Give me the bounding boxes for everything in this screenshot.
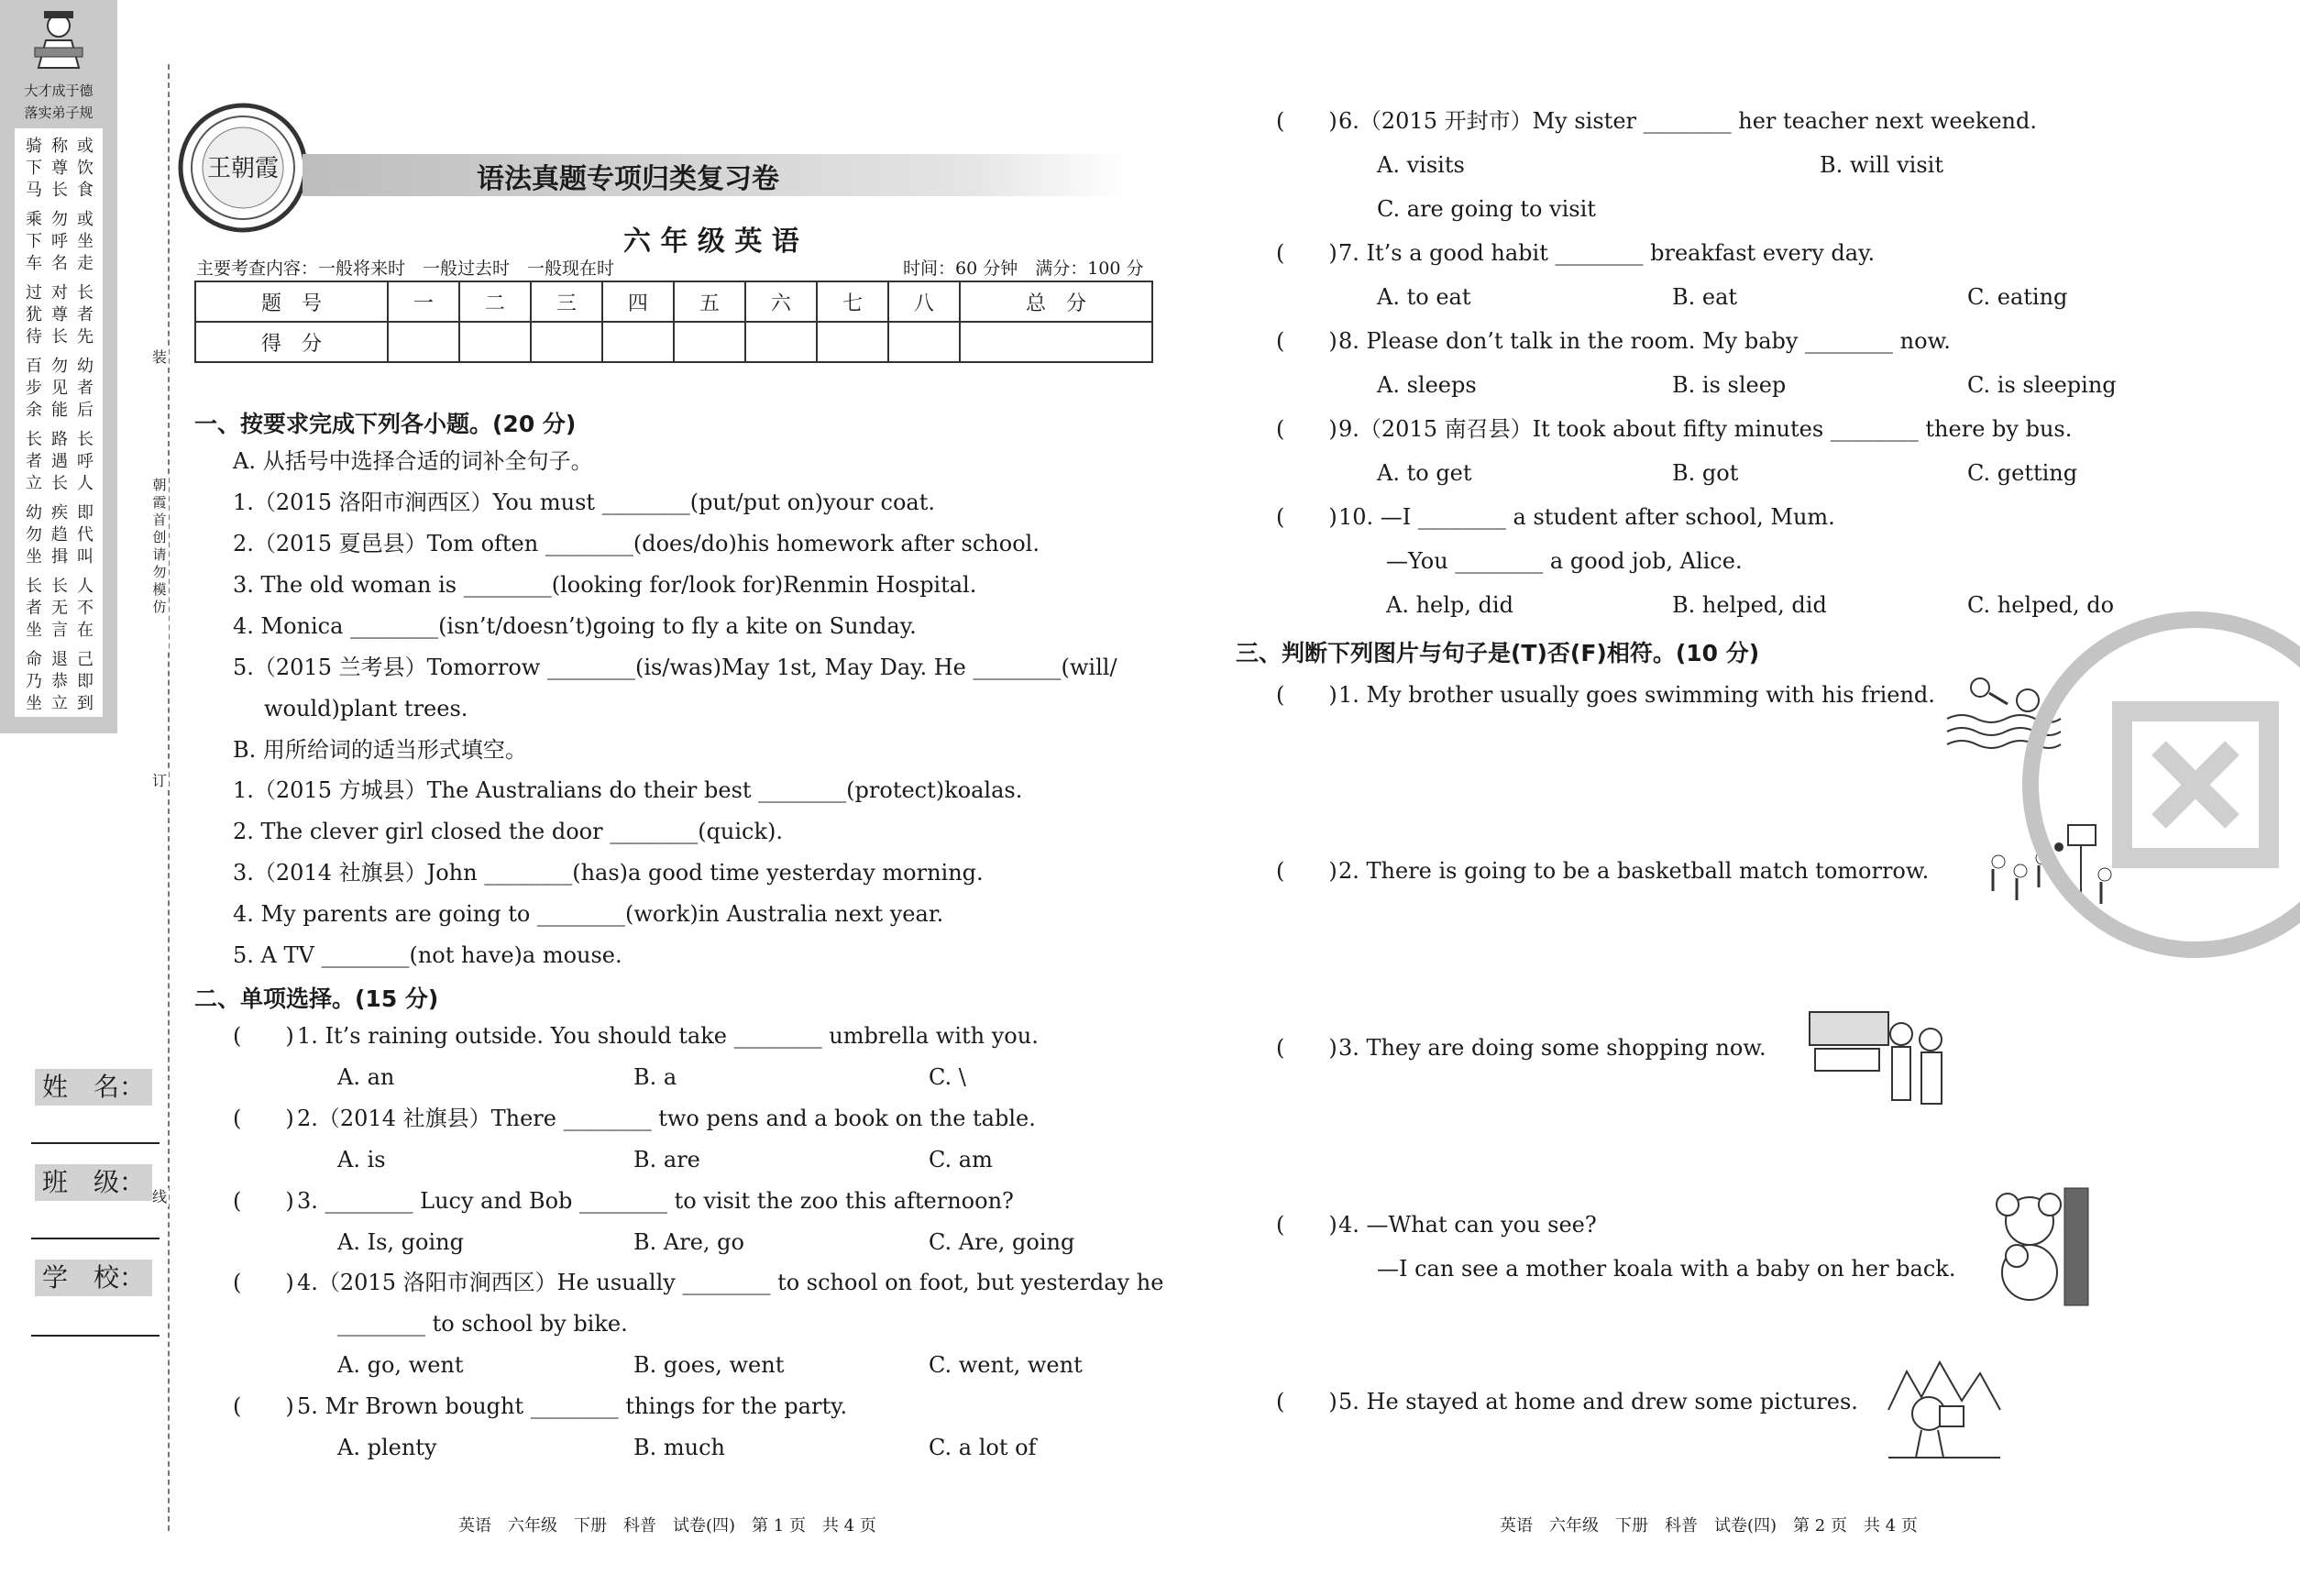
- mc-option-a: A. Is, going: [337, 1229, 464, 1255]
- score-header-cell: 五: [674, 281, 745, 322]
- answer-bracket[interactable]: ( ): [233, 1023, 294, 1049]
- mc-question: 1. It’s raining outside. You should take ________ umbrella with you.: [297, 1023, 1039, 1049]
- mc-option-c: C. Are, going: [929, 1229, 1075, 1255]
- motto-1: 大才成于德: [24, 83, 94, 99]
- school-field[interactable]: [31, 1335, 160, 1337]
- mc-option-c: C. eating: [1967, 284, 2068, 310]
- rule-column: 人不在: [77, 577, 94, 640]
- score-cell[interactable]: [674, 322, 745, 362]
- mc-option-b: B. got: [1672, 460, 1739, 486]
- answer-bracket[interactable]: ( ): [1276, 682, 1337, 708]
- rule-column: 即代叫: [77, 503, 94, 567]
- score-table: [194, 281, 1153, 363]
- mc-option-b: B. much: [633, 1435, 726, 1460]
- mc-question: 2.（2014 社旗县）There ________ two pens and a book on the table.: [297, 1106, 1036, 1131]
- rule-column: 命乃坐: [26, 650, 42, 713]
- tf-statement: 1. My brother usually goes swimming with his friend.: [1338, 682, 1935, 708]
- section1-partB-item: 1.（2015 方城县）The Australians do their best ________(protect)koalas.: [233, 777, 1023, 803]
- mc-option-a: A. help, did: [1386, 592, 1513, 618]
- section1-partA-title: A. 从括号中选择合适的词补全句子。: [233, 448, 593, 474]
- binding-note: 朝霞首创 请勿模仿: [150, 477, 169, 651]
- rule-column: 勿呼名: [51, 210, 68, 273]
- section1-partA-item: 1.（2015 洛阳市涧西区）You must ________(put/put on)your coat.: [233, 490, 936, 515]
- exam-time: 时间：60 分钟 满分：100 分: [903, 259, 1144, 279]
- score-cell[interactable]: [817, 322, 888, 362]
- rule-column: 或坐走: [77, 210, 94, 273]
- score-header-cell: 二: [459, 281, 531, 322]
- rule-column: 过犹待: [26, 283, 42, 347]
- page-subtitle: 六 年 级 英 语: [623, 226, 799, 258]
- seal-watermark-icon: [2021, 611, 2300, 959]
- answer-bracket[interactable]: ( ): [233, 1188, 294, 1214]
- school-label: 学 校：: [35, 1260, 152, 1296]
- mc-question: 5. Mr Brown bought ________ things for the party.: [297, 1393, 848, 1419]
- score-header-cell: 八: [888, 281, 960, 322]
- rule-column: 称尊长: [51, 137, 68, 200]
- rule-column: 对尊长: [51, 283, 68, 347]
- score-cell[interactable]: [888, 322, 960, 362]
- score-header-cell: 四: [602, 281, 674, 322]
- answer-bracket[interactable]: ( ): [233, 1106, 294, 1131]
- section1-partA-item: 2.（2015 夏邑县）Tom often ________(does/do)his homework after school.: [233, 531, 1040, 556]
- score-row-label: 得 分: [195, 322, 388, 362]
- brand-logo-icon: [174, 99, 312, 237]
- score-cell[interactable]: [388, 322, 459, 362]
- drawing-boy-picture-icon: [1885, 1355, 2004, 1463]
- mc-option-b: B. Are, go: [633, 1229, 744, 1255]
- tf-statement: 5. He stayed at home and drew some pictures.: [1338, 1389, 1858, 1414]
- mc-option-a: A. go, went: [337, 1352, 464, 1378]
- class-label: 班 级：: [35, 1164, 152, 1201]
- mc-option-b: B. goes, went: [633, 1352, 785, 1378]
- score-header-cell: 三: [531, 281, 602, 322]
- section1-partB-item: 3.（2014 社旗县）John ________(has)a good time yesterday morning.: [233, 860, 984, 886]
- binding-mark-2: 订: [151, 772, 167, 789]
- answer-bracket[interactable]: ( ): [1276, 1212, 1337, 1238]
- tf-statement: 4. —What can you see?: [1338, 1212, 1597, 1238]
- section1-partA-item-cont: would)plant trees.: [264, 696, 468, 721]
- mc-question: 9.（2015 南召县）It took about fifty minutes ________ there by bus.: [1338, 416, 2073, 442]
- mc-option-b: B. helped, did: [1672, 592, 1827, 618]
- mc-question-cont: ________ to school by bike.: [337, 1311, 628, 1337]
- answer-bracket[interactable]: ( ): [1276, 416, 1337, 442]
- binding-mark-3: 线: [151, 1188, 167, 1205]
- score-header-cell: 总 分: [960, 281, 1152, 322]
- footer-right: 英语 六年级 下册 科普 试卷(四) 第 2 页 共 4 页: [1500, 1516, 1918, 1535]
- mc-option-b: B. will visit: [1820, 152, 1943, 178]
- mc-option-c: C. am: [929, 1147, 993, 1172]
- mc-option-a: A. sleeps: [1377, 372, 1477, 398]
- mc-question: 3. ________ Lucy and Bob ________ to visit the zoo this afternoon?: [297, 1188, 1014, 1214]
- section1-partB-item: 2. The clever girl closed the door ________(quick).: [233, 819, 784, 844]
- mc-option-a: A. an: [337, 1064, 395, 1090]
- mc-option-b: B. are: [633, 1147, 700, 1172]
- section1-partA-item: 5.（2015 兰考县）Tomorrow ________(is/was)May 1st, May Day. He ________(will/: [233, 655, 1117, 680]
- answer-bracket[interactable]: ( ): [1276, 240, 1337, 266]
- score-header-cell: 题 号: [195, 281, 388, 322]
- rule-column: 骑下马: [26, 137, 42, 200]
- section1-partB-item: 4. My parents are going to ________(work)in Australia next year.: [233, 901, 944, 927]
- mc-question: 7. It’s a good habit ________ breakfast every day.: [1338, 240, 1876, 266]
- rules-panel: [15, 128, 103, 717]
- svg-text:王朝霞: 王朝霞: [206, 155, 280, 182]
- rule-column: 或饮食: [77, 137, 94, 200]
- mc-option-c: C. are going to visit: [1377, 196, 1596, 222]
- mc-option-a: A. is: [337, 1147, 386, 1172]
- mc-option-a: A. to eat: [1377, 284, 1471, 310]
- rule-column: 幼勿坐: [26, 503, 42, 567]
- name-label: 姓 名：: [35, 1069, 152, 1106]
- section1-title: 一、按要求完成下列各小题。(20 分): [194, 411, 577, 437]
- name-field[interactable]: [31, 1142, 160, 1144]
- mc-option-c: C. went, went: [929, 1352, 1083, 1378]
- rule-column: 长者立: [26, 430, 42, 493]
- rule-column: 路遇长: [51, 430, 68, 493]
- rule-column: 长者坐: [26, 577, 42, 640]
- score-cell[interactable]: [745, 322, 817, 362]
- tf-statement: 2. There is going to be a basketball match tomorrow.: [1338, 858, 1930, 884]
- answer-bracket[interactable]: ( ): [1276, 328, 1337, 354]
- sidebar-panel: [0, 0, 117, 733]
- mc-option-c: C. a lot of: [929, 1435, 1037, 1460]
- exam-scope: 主要考查内容：一般将来时 一般过去时 一般现在时: [196, 259, 615, 279]
- rule-column: 勿见能: [51, 357, 68, 420]
- section1-partB-item: 5. A TV ________(not have)a mouse.: [233, 942, 622, 968]
- mc-question: 6.（2015 开封市）My sister ________ her teacher next weekend.: [1338, 108, 2037, 134]
- rule-column: 百步余: [26, 357, 42, 420]
- scholar-figure-icon: [26, 7, 92, 72]
- mc-option-a: A. plenty: [337, 1435, 437, 1460]
- section1-partA-item: 4. Monica ________(isn’t/doesn’t)going to fly a kite on Sunday.: [233, 613, 917, 639]
- rule-column: 长呼人: [77, 430, 94, 493]
- score-header-cell: 一: [388, 281, 459, 322]
- mc-option-c: C. \: [929, 1064, 966, 1090]
- binding-mark-1: 装: [151, 348, 167, 366]
- rule-column: 己即到: [77, 650, 94, 713]
- rule-column: 乘下车: [26, 210, 42, 273]
- rule-column: 幼者后: [77, 357, 94, 420]
- score-cell[interactable]: [602, 322, 674, 362]
- answer-bracket[interactable]: ( ): [1276, 108, 1337, 134]
- shopping-picture-icon: [1806, 1001, 1953, 1109]
- answer-bracket[interactable]: ( ): [233, 1270, 294, 1295]
- answer-bracket[interactable]: ( ): [1276, 1389, 1337, 1414]
- class-field[interactable]: [31, 1238, 160, 1239]
- score-header-cell: 六: [745, 281, 817, 322]
- koala-picture-icon: [1989, 1184, 2099, 1309]
- score-cell[interactable]: [960, 322, 1152, 362]
- mc-option-a: A. visits: [1377, 152, 1465, 178]
- rule-column: 长无言: [51, 577, 68, 640]
- score-header-cell: 七: [817, 281, 888, 322]
- section1-partB-title: B. 用所给词的适当形式填空。: [233, 737, 527, 763]
- mc-question: 4.（2015 洛阳市涧西区）He usually ________ to school on foot, but yesterday he: [297, 1270, 1164, 1295]
- mc-option-a: A. to get: [1377, 460, 1472, 486]
- section3-title: 三、判断下列图片与句子是(T)否(F)相符。(10 分): [1236, 640, 1760, 666]
- mc-question: 8. Please don’t talk in the room. My baby ________ now.: [1338, 328, 1951, 354]
- score-cell[interactable]: [459, 322, 531, 362]
- mc-option-b: B. eat: [1672, 284, 1738, 310]
- answer-bracket[interactable]: ( ): [1276, 504, 1337, 530]
- mc-option-b: B. is sleep: [1672, 372, 1787, 398]
- binding-line: [168, 64, 170, 1531]
- section1-partA-item: 3. The old woman is ________(looking for/look for)Renmin Hospital.: [233, 572, 977, 598]
- mc-question-cont: —You ________ a good job, Alice.: [1386, 548, 1743, 574]
- rule-column: 疾趋揖: [51, 503, 68, 567]
- mc-option-b: B. a: [633, 1064, 677, 1090]
- mc-option-c: C. getting: [1967, 460, 2078, 486]
- mc-option-c: C. is sleeping: [1967, 372, 2117, 398]
- answer-bracket[interactable]: ( ): [1276, 1035, 1337, 1061]
- mc-option-c: C. helped, do: [1967, 592, 2115, 618]
- banner-title: 语法真题专项归类复习卷: [477, 163, 779, 195]
- footer-left: 英语 六年级 下册 科普 试卷(四) 第 1 页 共 4 页: [458, 1516, 876, 1535]
- section2-title: 二、单项选择。(15 分): [194, 985, 439, 1012]
- tf-statement: 3. They are doing some shopping now.: [1338, 1035, 1766, 1061]
- score-value-row: [195, 322, 1152, 362]
- rule-column: 退恭立: [51, 650, 68, 713]
- answer-bracket[interactable]: ( ): [1276, 858, 1337, 884]
- motto-2: 落实弟子规: [24, 105, 94, 121]
- tf-statement-cont: —I can see a mother koala with a baby on her back.: [1377, 1256, 1956, 1282]
- mc-question: 10. —I ________ a student after school, Mum.: [1338, 504, 1835, 530]
- score-header-row: [195, 281, 1152, 322]
- answer-bracket[interactable]: ( ): [233, 1393, 294, 1419]
- rule-column: 长者先: [77, 283, 94, 347]
- score-cell[interactable]: [531, 322, 602, 362]
